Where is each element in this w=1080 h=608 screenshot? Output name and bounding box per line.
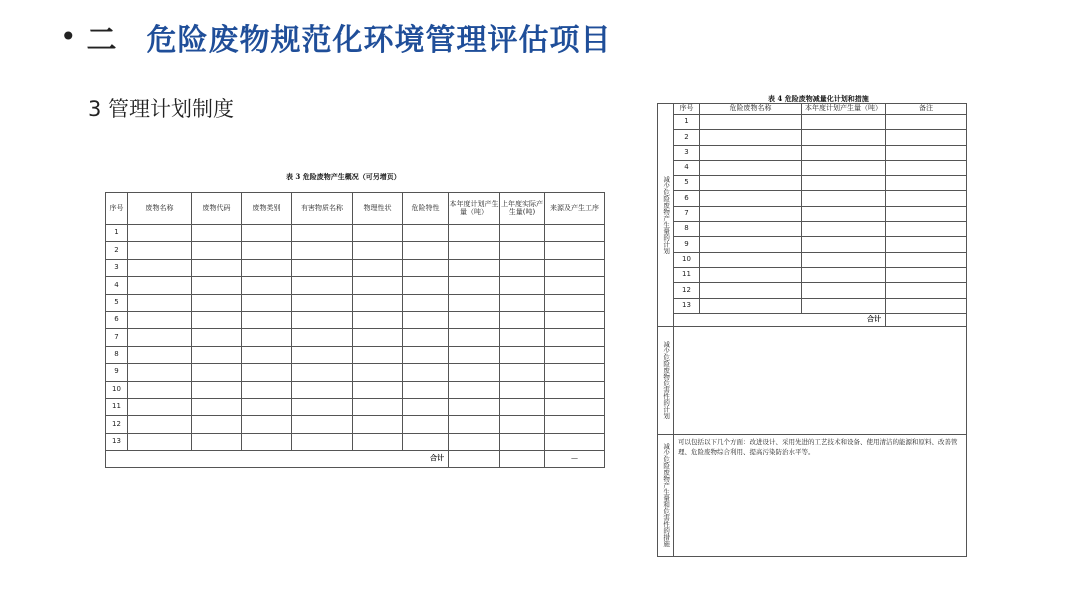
table-cell	[700, 267, 802, 282]
table-cell	[500, 225, 545, 242]
table-cell	[292, 259, 353, 276]
table3-header: 废物类别	[242, 193, 292, 225]
row-number: 9	[106, 364, 128, 381]
table3-header: 有害物质名称	[292, 193, 353, 225]
table-row	[106, 381, 605, 398]
row-number: 1	[674, 115, 700, 130]
table-row	[106, 364, 605, 381]
table-row	[658, 222, 967, 237]
table-row	[658, 176, 967, 191]
table-cell	[545, 311, 605, 328]
table-cell	[292, 311, 353, 328]
row-number: 5	[106, 294, 128, 311]
table-row	[106, 329, 605, 346]
table-cell	[403, 225, 449, 242]
table-cell	[886, 237, 967, 252]
row-number: 1	[106, 225, 128, 242]
table-cell	[353, 242, 403, 259]
page-title: 危险废物规范化环境管理评估项目	[146, 23, 612, 58]
reduction-measures-row	[658, 434, 967, 556]
table-cell	[403, 398, 449, 415]
table-cell	[449, 329, 500, 346]
table3-header: 物理性状	[353, 193, 403, 225]
table-cell	[128, 311, 192, 328]
table-cell	[292, 277, 353, 294]
slide-heading	[60, 14, 612, 60]
table-cell	[886, 176, 967, 191]
table-cell	[242, 433, 292, 450]
table-cell	[545, 398, 605, 415]
table-cell	[500, 311, 545, 328]
table-cell	[353, 381, 403, 398]
table-cell	[545, 346, 605, 363]
table-row	[106, 294, 605, 311]
table-cell	[403, 242, 449, 259]
table-row	[658, 283, 967, 298]
table-cell	[802, 267, 886, 282]
row-number: 13	[106, 433, 128, 450]
table-cell	[545, 294, 605, 311]
table-row	[106, 433, 605, 450]
table-cell	[700, 298, 802, 313]
table-cell	[886, 191, 967, 206]
table-cell	[292, 242, 353, 259]
table-cell	[192, 242, 242, 259]
row-number: 10	[106, 381, 128, 398]
table-cell	[353, 225, 403, 242]
table-cell	[353, 277, 403, 294]
table-cell	[700, 206, 802, 221]
table-cell	[292, 381, 353, 398]
table-cell	[292, 416, 353, 433]
table-cell	[886, 222, 967, 237]
table-cell	[242, 329, 292, 346]
table-cell	[192, 416, 242, 433]
table-cell	[500, 433, 545, 450]
bullet-icon: •	[60, 20, 77, 53]
table-cell	[500, 294, 545, 311]
row-number: 5	[674, 176, 700, 191]
table-cell	[242, 346, 292, 363]
table-cell	[242, 277, 292, 294]
table-cell	[500, 398, 545, 415]
row-number: 6	[106, 311, 128, 328]
table-cell	[192, 346, 242, 363]
table3-header: 本年度计划产生量（吨）	[449, 193, 500, 225]
table-cell	[449, 242, 500, 259]
hazard-reduction-plan-row	[658, 326, 967, 434]
table-cell	[242, 242, 292, 259]
table-cell	[545, 242, 605, 259]
table-cell	[700, 222, 802, 237]
table-cell	[403, 416, 449, 433]
table-cell	[242, 294, 292, 311]
table-cell	[700, 176, 802, 191]
row-number: 8	[106, 346, 128, 363]
row-number: 7	[106, 329, 128, 346]
table3-header: 来源及产生工序	[545, 193, 605, 225]
table-cell	[700, 237, 802, 252]
table4-header: 危险废物名称	[700, 104, 802, 115]
measures-side-label: 减少危险废物产生量和危害性的措施	[658, 434, 674, 556]
table3-header: 废物名称	[128, 193, 192, 225]
table-cell	[449, 225, 500, 242]
table-cell	[449, 294, 500, 311]
table-cell	[545, 259, 605, 276]
table-cell	[802, 298, 886, 313]
table-cell	[353, 433, 403, 450]
table3-header: 上年度实际产生量(吨)	[500, 193, 545, 225]
table-cell	[700, 160, 802, 175]
table-cell	[886, 298, 967, 313]
table-row	[658, 160, 967, 175]
total-label: 合计	[674, 313, 886, 326]
table4-caption: 表 4 危险废物减量化计划和措施	[768, 94, 869, 103]
table-cell	[700, 252, 802, 267]
table-row	[658, 252, 967, 267]
table-cell	[500, 451, 545, 468]
row-number: 7	[674, 206, 700, 221]
table-cell	[700, 283, 802, 298]
table-cell	[403, 433, 449, 450]
table-cell	[886, 313, 967, 326]
table3-header: 废物代码	[192, 193, 242, 225]
table-cell	[886, 206, 967, 221]
table4-header: 序号	[674, 104, 700, 115]
table-cell	[449, 451, 500, 468]
table-row	[658, 298, 967, 313]
table-cell	[700, 115, 802, 130]
table-cell	[292, 364, 353, 381]
table-cell	[802, 283, 886, 298]
row-number: 4	[106, 277, 128, 294]
section-number: 二	[86, 23, 117, 58]
table-row	[658, 206, 967, 221]
table-cell	[292, 225, 353, 242]
table-cell	[128, 225, 192, 242]
table-cell	[128, 259, 192, 276]
table-cell	[802, 206, 886, 221]
table-row	[106, 225, 605, 242]
table-cell	[192, 433, 242, 450]
table-cell	[545, 433, 605, 450]
table-cell	[802, 191, 886, 206]
table-cell	[292, 294, 353, 311]
table-cell	[128, 398, 192, 415]
row-number: 6	[674, 191, 700, 206]
table-cell	[242, 259, 292, 276]
table-cell	[242, 225, 292, 242]
table-cell	[449, 346, 500, 363]
table-cell	[292, 329, 353, 346]
table-cell	[545, 329, 605, 346]
table3-caption: 表 3 危险废物产生概况（可另增页）	[286, 172, 401, 181]
table-cell	[449, 259, 500, 276]
table-row	[658, 191, 967, 206]
hazard-plan-content	[674, 326, 967, 434]
table-cell	[449, 311, 500, 328]
table-cell	[242, 381, 292, 398]
table-cell	[128, 433, 192, 450]
table-cell	[192, 381, 242, 398]
table-cell	[292, 433, 353, 450]
table-cell	[192, 329, 242, 346]
table-cell	[128, 277, 192, 294]
table4-header: 备注	[886, 104, 967, 115]
waste-reduction-plan-table	[657, 103, 967, 557]
hazard-plan-side-label: 减少危险废物危害性的计划	[658, 326, 674, 434]
table-cell	[886, 252, 967, 267]
table-cell	[192, 277, 242, 294]
table-cell	[545, 277, 605, 294]
table-cell	[802, 130, 886, 145]
table-row	[106, 277, 605, 294]
row-number: 8	[674, 222, 700, 237]
table-cell	[500, 416, 545, 433]
row-number: 12	[674, 283, 700, 298]
table-cell	[353, 311, 403, 328]
table-cell	[128, 416, 192, 433]
table-cell	[128, 346, 192, 363]
table-cell	[192, 398, 242, 415]
table-cell	[802, 160, 886, 175]
table-cell	[802, 252, 886, 267]
table-cell	[192, 364, 242, 381]
table-cell	[500, 329, 545, 346]
table-cell	[886, 115, 967, 130]
table-cell	[449, 433, 500, 450]
table-cell	[802, 222, 886, 237]
table3-header: 危险特性	[403, 193, 449, 225]
table-cell	[242, 416, 292, 433]
table-cell	[886, 160, 967, 175]
row-number: 13	[674, 298, 700, 313]
table-cell	[500, 346, 545, 363]
table3-total-row	[106, 451, 605, 468]
table-cell	[449, 364, 500, 381]
table-cell	[353, 259, 403, 276]
table-cell	[242, 311, 292, 328]
table-cell	[292, 346, 353, 363]
table-cell	[192, 259, 242, 276]
table-cell	[545, 364, 605, 381]
table-cell	[449, 398, 500, 415]
table-cell	[449, 416, 500, 433]
table-row	[658, 130, 967, 145]
table-cell	[353, 364, 403, 381]
table-row	[106, 398, 605, 415]
table-cell	[403, 364, 449, 381]
table-cell	[192, 294, 242, 311]
table-cell	[500, 364, 545, 381]
table-cell	[192, 311, 242, 328]
table-cell	[292, 398, 353, 415]
table-cell	[403, 346, 449, 363]
table-cell	[353, 329, 403, 346]
table-cell	[802, 237, 886, 252]
table4-total-row	[658, 313, 967, 326]
table-cell	[128, 364, 192, 381]
table3-header: 序号	[106, 193, 128, 225]
reduction-plan-side-label: 减少危险废物产生量的计划	[658, 104, 674, 327]
table-cell	[802, 115, 886, 130]
table-cell	[128, 294, 192, 311]
table-cell	[128, 242, 192, 259]
table-row	[658, 267, 967, 282]
table-cell	[500, 277, 545, 294]
table-cell	[886, 267, 967, 282]
row-number: 9	[674, 237, 700, 252]
total-label: 合计	[106, 451, 449, 468]
measures-text: 可以包括以下几个方面：改进设计、采用先进的工艺技术和设备、使用清洁的能源和原料、改善管理、危险废物综合利用、提高污染防治水平等。	[674, 434, 967, 556]
table-cell	[545, 416, 605, 433]
table-cell	[353, 346, 403, 363]
table-cell	[500, 381, 545, 398]
table-row	[106, 242, 605, 259]
table-row	[106, 311, 605, 328]
table-cell	[128, 329, 192, 346]
table-cell	[700, 130, 802, 145]
table-cell	[449, 277, 500, 294]
row-number: 3	[106, 259, 128, 276]
table-cell	[886, 145, 967, 160]
table-row	[106, 259, 605, 276]
table-cell	[886, 130, 967, 145]
table-cell	[545, 225, 605, 242]
table-cell	[545, 381, 605, 398]
row-number: 4	[674, 160, 700, 175]
table-cell	[802, 176, 886, 191]
table-cell	[449, 381, 500, 398]
row-number: 2	[674, 130, 700, 145]
table-cell	[242, 364, 292, 381]
table-cell	[403, 277, 449, 294]
table4-header: 本年度计划产生量（吨）	[802, 104, 886, 115]
row-number: 2	[106, 242, 128, 259]
row-number: 12	[106, 416, 128, 433]
table-row	[658, 115, 967, 130]
table-cell	[403, 259, 449, 276]
row-number: 10	[674, 252, 700, 267]
row-number: 11	[674, 267, 700, 282]
table-cell	[403, 294, 449, 311]
table-cell	[700, 191, 802, 206]
table-cell	[128, 381, 192, 398]
table-cell	[500, 242, 545, 259]
table-cell	[353, 294, 403, 311]
total-dash: —	[545, 451, 605, 468]
table-cell	[353, 416, 403, 433]
table-cell	[700, 145, 802, 160]
table3-header-row	[106, 193, 605, 225]
table-cell	[886, 283, 967, 298]
table-cell	[242, 398, 292, 415]
table-cell	[802, 145, 886, 160]
table-row	[106, 346, 605, 363]
row-number: 11	[106, 398, 128, 415]
section-subtitle: 3 管理计划制度	[88, 97, 235, 121]
hazardous-waste-overview-table	[105, 192, 605, 468]
table-cell	[403, 381, 449, 398]
table-cell	[500, 259, 545, 276]
table-cell	[192, 225, 242, 242]
table-cell	[403, 329, 449, 346]
table-cell	[403, 311, 449, 328]
table-row	[658, 145, 967, 160]
table-row	[658, 237, 967, 252]
table-row	[106, 416, 605, 433]
row-number: 3	[674, 145, 700, 160]
table-cell	[353, 398, 403, 415]
